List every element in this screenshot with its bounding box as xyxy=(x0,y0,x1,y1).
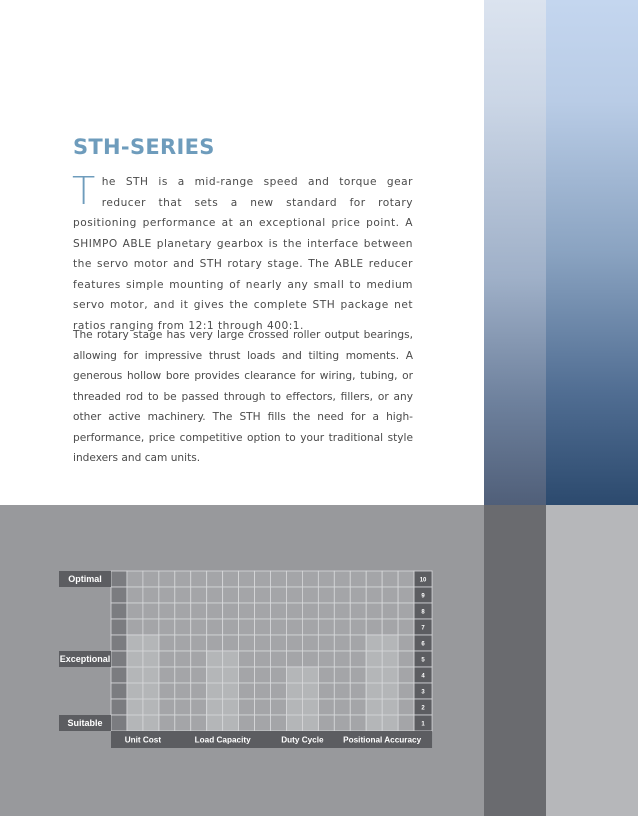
grid-cell xyxy=(366,571,382,587)
grid-cell xyxy=(302,587,318,603)
grid-cell xyxy=(175,683,191,699)
grid-cell xyxy=(175,699,191,715)
grid-cell xyxy=(271,571,287,587)
y-tick-label: 4 xyxy=(421,673,425,680)
y-tick-label: 8 xyxy=(421,609,425,616)
grid-cell xyxy=(175,715,191,731)
x-category-label: Unit Cost xyxy=(124,735,162,745)
y-tick-label: 5 xyxy=(421,657,425,664)
grid-cell xyxy=(127,619,143,635)
grid-cell xyxy=(398,619,414,635)
grid-cell xyxy=(398,635,414,651)
grid-cell xyxy=(175,587,191,603)
grid-cell xyxy=(286,619,302,635)
grid-cell xyxy=(350,683,366,699)
grid-cell xyxy=(302,619,318,635)
grid-cell xyxy=(398,571,414,587)
grid-cell xyxy=(223,571,239,587)
grid-cell xyxy=(382,603,398,619)
grid-cell xyxy=(350,587,366,603)
y-tick-label: 10 xyxy=(419,577,427,584)
grid-cell xyxy=(334,667,350,683)
grid-cell xyxy=(255,715,271,731)
grid-cell xyxy=(302,603,318,619)
grid-cell xyxy=(271,715,287,731)
level-label-optimal: Optimal xyxy=(68,574,102,585)
level-label-exceptional: Exceptional xyxy=(59,654,111,665)
grid-cell xyxy=(318,715,334,731)
grid-cell xyxy=(271,619,287,635)
grid-cell xyxy=(350,635,366,651)
grid-cell xyxy=(302,571,318,587)
grid-cell xyxy=(207,619,223,635)
grid-cell xyxy=(350,571,366,587)
grid-cell xyxy=(350,619,366,635)
grid-cell xyxy=(398,667,414,683)
grid-cell xyxy=(191,651,207,667)
grid-cell xyxy=(334,651,350,667)
grid-cell xyxy=(207,571,223,587)
drop-cap: T xyxy=(72,169,96,213)
grid-cell xyxy=(334,603,350,619)
grid-cell xyxy=(159,651,175,667)
grid-cell xyxy=(239,715,255,731)
grid-cell xyxy=(286,635,302,651)
grid-cell xyxy=(159,715,175,731)
grid-cell xyxy=(191,683,207,699)
grid-cell xyxy=(255,571,271,587)
y-tick-label: 6 xyxy=(421,641,425,648)
grid-cell xyxy=(207,635,223,651)
grid-cell xyxy=(159,667,175,683)
grid-cell xyxy=(366,587,382,603)
grid-cell xyxy=(382,571,398,587)
grid-cell xyxy=(207,603,223,619)
grid-cell xyxy=(350,699,366,715)
grid-cell xyxy=(143,603,159,619)
grid-cell xyxy=(398,699,414,715)
grid-cell xyxy=(159,619,175,635)
grid-cell xyxy=(127,571,143,587)
grid-cell xyxy=(191,571,207,587)
grid-cell xyxy=(382,619,398,635)
y-tick-label: 3 xyxy=(421,689,425,696)
grid-cell xyxy=(111,587,127,603)
grid-cell xyxy=(271,603,287,619)
grid-cell xyxy=(191,603,207,619)
grid-cell xyxy=(350,651,366,667)
grid-cell xyxy=(318,619,334,635)
grid-cell xyxy=(318,603,334,619)
y-tick-label: 7 xyxy=(421,625,425,632)
grid-cell xyxy=(223,635,239,651)
grid-cell xyxy=(255,667,271,683)
grid-cell xyxy=(286,651,302,667)
intro-paragraph-text: he STH is a mid-range speed and torque gear reducer that sets a new standard for rotary positioning performance at an exceptional price point. A SHIMPO ABLE planetary gearbox is the interface between the servo motor and STH rotary stage. The ABLE reducer features simple mounting of nearly any small to medium servo motor, and it gives the complete STH package net ratios ranging from 12:1 through 400:1. xyxy=(73,176,413,332)
grid-cell xyxy=(271,651,287,667)
grid-cell xyxy=(334,699,350,715)
grid-cell xyxy=(239,587,255,603)
grid-cell xyxy=(334,715,350,731)
y-tick-label: 1 xyxy=(421,721,425,728)
grid-cell xyxy=(207,587,223,603)
grid-cell xyxy=(159,571,175,587)
grid-cell xyxy=(191,667,207,683)
grid-cell xyxy=(255,619,271,635)
grid-cell xyxy=(159,603,175,619)
grid-cell xyxy=(255,587,271,603)
grid-cell xyxy=(318,699,334,715)
y-tick-label: 9 xyxy=(421,593,425,600)
grid-cell xyxy=(239,619,255,635)
grid-cell xyxy=(175,651,191,667)
grid-cell xyxy=(143,587,159,603)
grid-cell xyxy=(334,571,350,587)
grid-cell xyxy=(398,683,414,699)
grid-cell xyxy=(318,635,334,651)
grid-cell xyxy=(271,683,287,699)
grid-cell xyxy=(143,571,159,587)
grid-cell xyxy=(239,571,255,587)
grid-cell xyxy=(271,699,287,715)
grid-cell xyxy=(255,699,271,715)
grid-cell xyxy=(398,587,414,603)
grid-cell xyxy=(223,619,239,635)
y-tick-label: 2 xyxy=(421,705,425,712)
grid-cell xyxy=(318,651,334,667)
grid-cell xyxy=(366,603,382,619)
x-category-label: Positional Accuracy xyxy=(343,735,422,745)
grid-cell xyxy=(223,603,239,619)
grid-cell xyxy=(191,699,207,715)
grid-cell xyxy=(286,603,302,619)
grid-cell xyxy=(111,571,127,587)
grid-cell xyxy=(175,571,191,587)
grid-cell xyxy=(350,715,366,731)
grid-cell xyxy=(255,651,271,667)
grid-cell xyxy=(366,619,382,635)
grid-cell xyxy=(223,587,239,603)
grid-cell xyxy=(239,651,255,667)
grid-cell xyxy=(159,587,175,603)
grid-cell xyxy=(286,571,302,587)
grid-cell xyxy=(398,715,414,731)
grid-cell xyxy=(318,571,334,587)
grid-cell xyxy=(350,667,366,683)
grid-cell xyxy=(286,587,302,603)
grid-cell xyxy=(382,587,398,603)
grid-cell xyxy=(271,587,287,603)
grid-cell xyxy=(318,587,334,603)
grid-cell xyxy=(255,683,271,699)
grid-cell xyxy=(239,699,255,715)
grid-cell xyxy=(334,683,350,699)
grid-cell xyxy=(127,587,143,603)
grid-cell xyxy=(111,715,127,731)
grid-cell xyxy=(350,603,366,619)
grid-cell xyxy=(398,651,414,667)
grid-cell xyxy=(175,603,191,619)
grid-cell xyxy=(191,619,207,635)
grid-cell xyxy=(175,667,191,683)
grid-cell xyxy=(271,635,287,651)
grid-cell xyxy=(111,619,127,635)
grid-cell xyxy=(143,619,159,635)
grid-cell xyxy=(334,619,350,635)
grid-cell xyxy=(175,619,191,635)
grid-cell xyxy=(398,603,414,619)
grid-cell xyxy=(191,587,207,603)
features-paragraph: The rotary stage has very large crossed roller output bearings, allowing for impressive thrust loads and tilting moments. A generous hollow bore provides clearance for wiring, tubing, or threaded rod to be passed through to effectors, fillers, or any other active machinery. The STH fills the need for a high-performance, price competitive option to your traditional style indexers and cam units. xyxy=(73,329,413,464)
grid-cell xyxy=(111,667,127,683)
grid-cell xyxy=(111,651,127,667)
grid-cell xyxy=(318,667,334,683)
grid-cell xyxy=(111,699,127,715)
grid-cell xyxy=(255,603,271,619)
grid-cell xyxy=(159,699,175,715)
grid-cell xyxy=(191,635,207,651)
grid-cell xyxy=(239,635,255,651)
grid-cell xyxy=(111,683,127,699)
grid-cell xyxy=(159,683,175,699)
level-label-suitable: Suitable xyxy=(67,718,103,729)
grid-cell xyxy=(255,635,271,651)
page-title: STH-SERIES xyxy=(73,135,215,159)
grid-cell xyxy=(239,667,255,683)
grid-cell xyxy=(159,635,175,651)
grid-cell xyxy=(334,587,350,603)
grid-cell xyxy=(239,603,255,619)
x-category-label: Duty Cycle xyxy=(281,735,324,745)
grid-cell xyxy=(175,635,191,651)
grid-cell xyxy=(111,603,127,619)
grid-cell xyxy=(111,635,127,651)
grid-cell xyxy=(127,603,143,619)
grid-cell xyxy=(271,667,287,683)
x-category-label: Load Capacity xyxy=(194,735,251,745)
grid-cell xyxy=(302,651,318,667)
grid-cell xyxy=(239,683,255,699)
grid-cell xyxy=(334,635,350,651)
grid-cell xyxy=(191,715,207,731)
grid-cell xyxy=(318,683,334,699)
grid-cell xyxy=(302,635,318,651)
